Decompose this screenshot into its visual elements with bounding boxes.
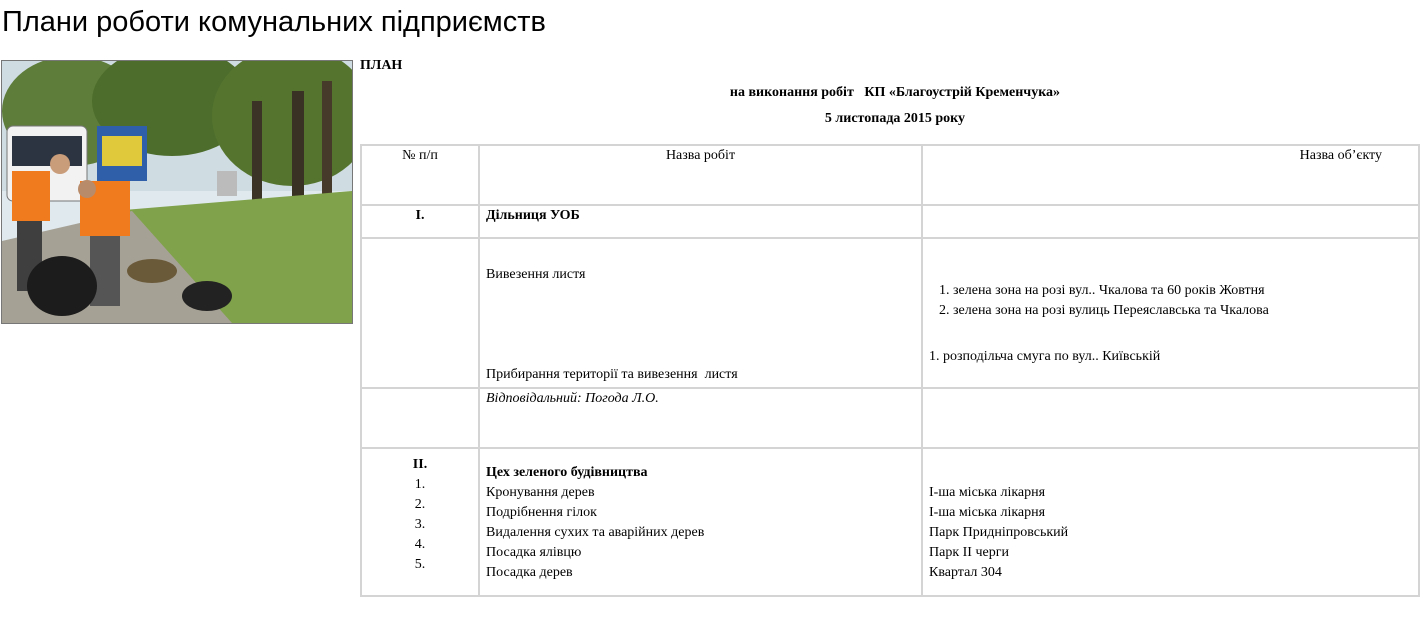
plan-subtitle: на виконання робіт КП «Благоустрій Кременчука» xyxy=(729,85,1061,100)
empty-cell xyxy=(361,388,479,448)
section-title: Цех зеленого будівництва xyxy=(486,465,648,480)
object-item: 1. зелена зона на розі вул.. Чкалова та 60 років Жовтня xyxy=(939,283,1265,298)
section-number: І. xyxy=(361,205,479,238)
row-number: 1. xyxy=(414,477,426,492)
row-number: 2. xyxy=(414,497,426,512)
header-object: Назва об’єкту xyxy=(922,145,1419,205)
empty-cell xyxy=(922,205,1419,238)
work-item: Кронування дерев xyxy=(486,485,595,500)
work-item: Прибирання території та вивезення листя xyxy=(486,367,738,382)
works-cell xyxy=(479,238,922,388)
plan-document xyxy=(360,57,1420,580)
table-row xyxy=(361,205,1419,238)
section-number: ІІ. xyxy=(412,457,428,472)
responsible-person: Відповідальний: Погода Л.О. xyxy=(479,388,922,448)
object-item: 1. розподільча смуга по вул.. Київській xyxy=(929,349,1161,364)
row-number: 4. xyxy=(414,537,426,552)
row-number: 3. xyxy=(414,517,426,532)
object-item: І-ша міська лікарня xyxy=(929,485,1046,500)
object-item: 2. зелена зона на розі вулиць Переяславська та Чкалова xyxy=(939,303,1269,318)
object-item: Парк ІІ черги xyxy=(929,545,1009,560)
objects-cell xyxy=(922,448,1419,596)
table-row xyxy=(361,388,1419,448)
table-row xyxy=(361,238,1419,388)
table-header-row xyxy=(361,145,1419,205)
empty-cell xyxy=(361,238,479,388)
plan-date: 5 листопада 2015 року xyxy=(824,111,966,126)
section-title: Дільниця УОБ xyxy=(479,205,922,238)
plan-table xyxy=(360,144,1420,597)
works-cell xyxy=(479,448,922,596)
object-item: Парк Придніпровський xyxy=(929,525,1069,540)
work-item: Подрібнення гілок xyxy=(486,505,597,520)
empty-cell xyxy=(922,388,1419,448)
work-item: Посадка ялівцю xyxy=(486,545,582,560)
object-item: І-ша міська лікарня xyxy=(929,505,1046,520)
table-row xyxy=(361,448,1419,596)
row-number: 5. xyxy=(414,557,426,572)
workers-photo xyxy=(1,60,353,324)
work-item: Видалення сухих та аварійних дерев xyxy=(486,525,705,540)
plan-label: ПЛАН xyxy=(360,58,403,73)
object-item: Квартал 304 xyxy=(929,565,1002,580)
numbers-cell xyxy=(361,448,479,596)
page-title: Плани роботи комунальних підприємств xyxy=(2,6,546,38)
work-item: Посадка дерев xyxy=(486,565,573,580)
header-num: № п/п xyxy=(361,145,479,205)
objects-cell xyxy=(922,238,1419,388)
work-item: Вивезення листя xyxy=(486,267,586,282)
header-work: Назва робіт xyxy=(479,145,922,205)
